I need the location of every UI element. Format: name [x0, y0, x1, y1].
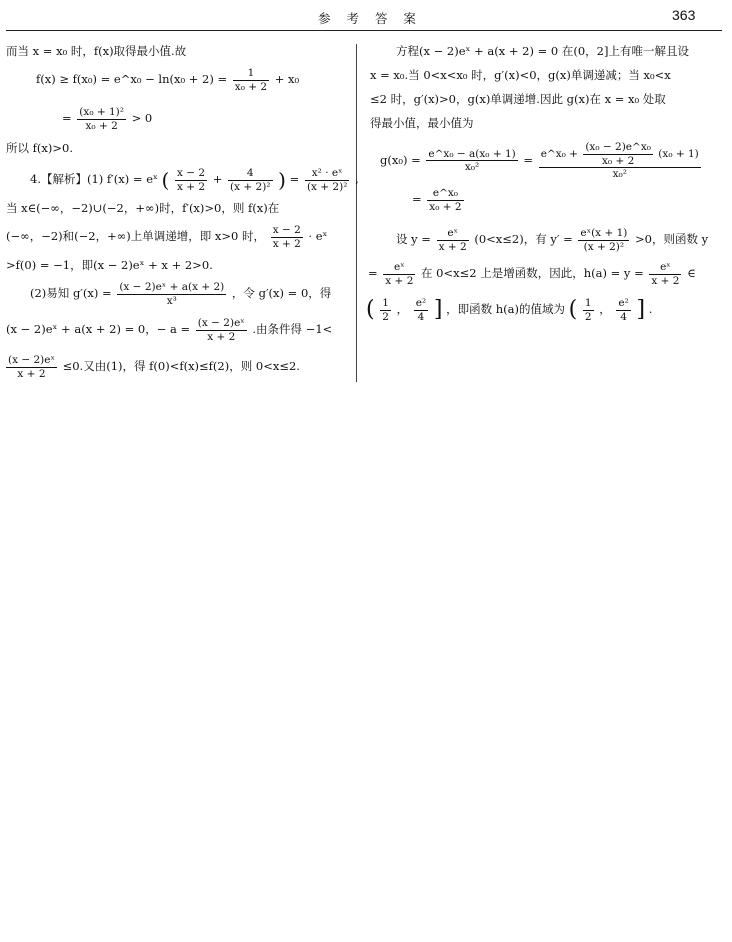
- denominator: 2: [584, 310, 592, 323]
- equation-line: [30, 168, 359, 192]
- fraction: [117, 282, 226, 306]
- header-rule: [6, 30, 722, 31]
- text-line: x = x₀.当 0<x<x₀ 时，g′(x)<0，g(x)单调递减；当 x₀<x: [370, 68, 671, 82]
- numerator: e^x₀: [427, 188, 463, 201]
- equation-line: [412, 188, 466, 212]
- equation-text: ，: [599, 302, 611, 316]
- right-bracket: ]: [433, 297, 443, 322]
- fraction: [437, 228, 469, 252]
- equation-text: =: [523, 152, 534, 167]
- denominator: x + 2: [17, 367, 46, 380]
- numerator: x − 2: [177, 167, 206, 179]
- equation-text: (−∞，−2)和(−2，+∞)上单调递增，即 x>0 时，: [6, 229, 266, 243]
- equation-text: ，: [396, 302, 409, 316]
- denominator: x₀²: [612, 168, 627, 180]
- equation-text: · eˣ: [308, 229, 328, 243]
- fraction: [539, 142, 701, 180]
- equation-text: > 0: [131, 111, 153, 125]
- denominator: x + 2: [207, 330, 236, 343]
- right-bracket: ]: [636, 297, 646, 322]
- equation-text: (x₀ + 1): [658, 148, 699, 160]
- denominator: (x + 2)²: [306, 180, 348, 193]
- fraction: [414, 298, 428, 322]
- equation-text: ∈: [687, 266, 696, 280]
- text-line: 所以 f(x)>0.: [6, 141, 73, 155]
- fraction: [583, 298, 594, 322]
- numerator: [539, 142, 701, 168]
- fraction: [175, 168, 207, 192]
- left-paren: (: [568, 297, 578, 322]
- equation-text: (2)易知 g′(x) =: [30, 286, 112, 300]
- equation-line: [36, 68, 299, 92]
- denominator: x + 2: [177, 180, 206, 193]
- denominator: x³: [166, 294, 177, 307]
- equation-text: =: [412, 192, 422, 206]
- equation-text: + x₀: [274, 72, 300, 86]
- fraction: [6, 355, 57, 379]
- page-number: 363: [672, 7, 696, 23]
- denominator: x + 2: [272, 237, 301, 250]
- header-title: 参 考 答 案: [318, 11, 422, 26]
- fraction: [233, 68, 269, 92]
- fraction: [578, 228, 629, 252]
- denominator: x + 2: [385, 274, 414, 287]
- denominator: 2: [382, 310, 389, 323]
- equation-text: =: [368, 266, 378, 280]
- fraction: [196, 318, 247, 342]
- fraction: [305, 168, 349, 192]
- equation-text: (0<x≤2)，有 y′ =: [474, 232, 573, 246]
- numerator: e²: [618, 297, 629, 309]
- equation-text: =: [62, 111, 72, 125]
- equation-text: (x − 2)eˣ + a(x + 2) = 0，− a =: [6, 322, 191, 336]
- left-paren: (: [161, 168, 170, 192]
- fraction: [583, 142, 653, 166]
- text-line: >f(0) = −1，即(x − 2)eˣ + x + 2>0.: [6, 258, 213, 272]
- numerator: e^x₀ − a(x₀ + 1): [428, 147, 516, 160]
- numerator: x − 2: [272, 224, 301, 236]
- equation-text: ，令 g′(x) = 0，得: [231, 286, 332, 300]
- text-line: 当 x∈(−∞，−2)∪(−2，+∞)时，f′(x)>0，则 f(x)在: [6, 201, 280, 215]
- equation-text: ,: [355, 172, 359, 186]
- fraction: [271, 225, 303, 249]
- numerator: 4: [228, 168, 272, 181]
- equation-line: [396, 228, 708, 252]
- fraction: [380, 298, 391, 322]
- fraction: [427, 188, 463, 212]
- equation-text: =: [289, 172, 300, 186]
- fraction: [228, 168, 272, 192]
- text-line: 方程(x − 2)eˣ + a(x + 2) = 0 在(0，2]上有唯一解且设: [396, 44, 689, 58]
- numerator: (x − 2)eˣ: [197, 317, 245, 329]
- numerator: e²: [415, 297, 427, 309]
- equation-line: [366, 298, 652, 322]
- equation-text: 4.【解析】(1) f′(x) = eˣ: [30, 172, 158, 186]
- equation-line: [4, 355, 300, 379]
- denominator: x₀ + 2: [429, 200, 462, 213]
- equation-line: [368, 262, 696, 286]
- fraction: [77, 107, 126, 131]
- denominator: x₀ + 2: [234, 80, 268, 93]
- fraction: [426, 149, 517, 173]
- numerator: eˣ(x + 1): [580, 227, 628, 239]
- equation-text: .: [648, 302, 653, 316]
- left-paren: (: [366, 297, 375, 322]
- equation-text: f(x) ≥ f(x₀) = e^x₀ − ln(x₀ + 2) =: [36, 72, 228, 86]
- equation-line: [6, 225, 327, 249]
- denominator: 4: [620, 310, 627, 323]
- equation-text: 设 y =: [396, 232, 431, 246]
- fraction: [383, 262, 415, 286]
- text-line: ≤2 时，g′(x)>0，g(x)单调递增.因此 g(x)在 x = x₀ 处取: [370, 92, 666, 106]
- numerator: x² · eˣ: [305, 168, 349, 181]
- equation-line: [380, 142, 703, 180]
- numerator: (x₀ − 2)e^x₀: [585, 141, 651, 153]
- numerator: 1: [584, 297, 592, 309]
- equation-text: ，即函数 h(a)的值域为: [446, 302, 565, 316]
- equation-text: e^x₀ +: [540, 148, 578, 160]
- numerator: eˣ: [437, 228, 469, 241]
- equation-line: [62, 107, 152, 131]
- equation-text: g(x₀) =: [380, 152, 421, 167]
- denominator: (x + 2)²: [230, 180, 271, 193]
- text-line: 得最小值，最小值为: [370, 116, 474, 130]
- numerator: 1: [233, 68, 269, 81]
- numerator: (x − 2)eˣ: [8, 354, 55, 366]
- denominator: x + 2: [651, 274, 680, 287]
- equation-text: ≤0.又由(1)，得 f(0)<f(x)≤f(2)，则 0<x≤2.: [62, 359, 300, 373]
- column-divider: [356, 44, 357, 382]
- numerator: 1: [382, 297, 389, 309]
- text-line: 而当 x = x₀ 时，f(x)取得最小值.故: [6, 44, 187, 58]
- numerator: (x − 2)eˣ + a(x + 2): [119, 281, 225, 293]
- equation-text: >0，则函数 y: [635, 232, 709, 246]
- right-paren: ): [278, 168, 286, 192]
- equation-text: 在 0<x≤2 上是增函数，因此，h(a) = y =: [421, 266, 644, 280]
- denominator: x₀ + 2: [85, 119, 118, 132]
- denominator: x₀ + 2: [601, 154, 635, 167]
- denominator: x + 2: [438, 240, 467, 253]
- numerator: (x₀ + 1)²: [79, 106, 124, 118]
- fraction: [616, 298, 630, 322]
- equation-line: [30, 282, 331, 306]
- denominator: 4: [417, 310, 425, 323]
- numerator: eˣ: [383, 262, 415, 275]
- equation-text: +: [212, 172, 223, 186]
- numerator: eˣ: [649, 262, 681, 275]
- denominator: x₀²: [464, 161, 480, 174]
- fraction: [649, 262, 681, 286]
- denominator: (x + 2)²: [583, 240, 625, 253]
- equation-text: .由条件得 −1<: [252, 322, 333, 336]
- equation-line: [6, 318, 332, 342]
